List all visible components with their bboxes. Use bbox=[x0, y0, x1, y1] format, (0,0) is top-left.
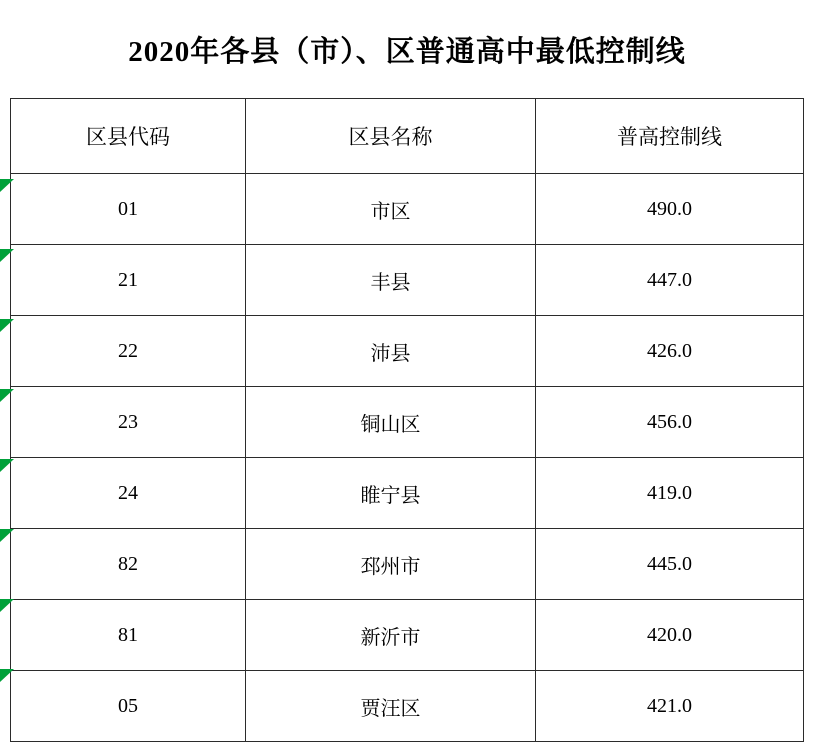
control-line-table bbox=[10, 0, 804, 742]
column-header-line: 普高控制线 bbox=[536, 99, 804, 174]
cell-control-line: 421.0 bbox=[536, 671, 804, 742]
table-title-row bbox=[11, 0, 804, 99]
table-row bbox=[11, 245, 804, 316]
cell-control-line: 447.0 bbox=[536, 245, 804, 316]
cell-control-line: 420.0 bbox=[536, 600, 804, 671]
table-header-row bbox=[11, 99, 804, 174]
cell-control-line: 456.0 bbox=[536, 387, 804, 458]
page-title: 2020年各县（市）、区普通高中最低控制线 bbox=[11, 0, 804, 99]
cell-control-line: 490.0 bbox=[536, 174, 804, 245]
cell-control-line: 419.0 bbox=[536, 458, 804, 529]
cell-control-line: 445.0 bbox=[536, 529, 804, 600]
cell-district-code: 01 bbox=[11, 174, 246, 245]
cell-district-name: 丰县 bbox=[246, 245, 536, 316]
cell-district-name: 睢宁县 bbox=[246, 458, 536, 529]
cell-district-code: 81 bbox=[11, 600, 246, 671]
table-row bbox=[11, 600, 804, 671]
cell-district-name: 市区 bbox=[246, 174, 536, 245]
cell-district-code: 22 bbox=[11, 316, 246, 387]
cell-district-code: 24 bbox=[11, 458, 246, 529]
table-row bbox=[11, 387, 804, 458]
cell-district-code: 23 bbox=[11, 387, 246, 458]
cell-district-code: 05 bbox=[11, 671, 246, 742]
cell-district-name: 贾汪区 bbox=[246, 671, 536, 742]
cell-district-name: 铜山区 bbox=[246, 387, 536, 458]
cell-district-code: 21 bbox=[11, 245, 246, 316]
cell-district-name: 邳州市 bbox=[246, 529, 536, 600]
cell-district-code: 82 bbox=[11, 529, 246, 600]
cell-control-line: 426.0 bbox=[536, 316, 804, 387]
column-header-code: 区县代码 bbox=[11, 99, 246, 174]
cell-district-name: 沛县 bbox=[246, 316, 536, 387]
table-row bbox=[11, 458, 804, 529]
table-row bbox=[11, 529, 804, 600]
table-row bbox=[11, 671, 804, 742]
table-row bbox=[11, 174, 804, 245]
table-row bbox=[11, 316, 804, 387]
cell-district-name: 新沂市 bbox=[246, 600, 536, 671]
column-header-name: 区县名称 bbox=[246, 99, 536, 174]
